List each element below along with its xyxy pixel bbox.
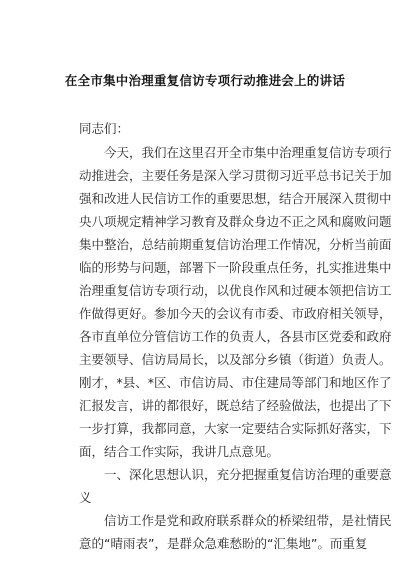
paragraph-line: 央八项规定精神学习教育及群众身边不正之风和腐败问题: [79, 214, 392, 229]
paragraph-line: 强和改进人民信访工作的重要思想，结合开展深入贯彻中: [79, 191, 392, 206]
paragraph-line: 集中整治，总结前期重复信访治理工作情况，分析当前面: [79, 237, 392, 252]
paragraph-line: 今天，我们在这里召开全市集中治理重复信访专项行: [104, 145, 392, 160]
paragraph-line: 面，结合工作实际，我讲几点意见。: [79, 444, 280, 459]
document-title: 在全市集中治理重复信访专项行动推进会上的讲话: [64, 73, 346, 88]
paragraph-line: 一步打算，我都同意，大家一定要结合实际抓好落实，下: [79, 421, 392, 436]
paragraph-line: 各市直单位分管信访工作的负责人，各县市区党委和政府: [79, 329, 392, 344]
paragraph-line: 汇报发言，讲的都很好，既总结了经验做法，也提出了下: [79, 398, 392, 413]
paragraph-line: 动推进会，主要任务是深入学习贯彻习近平总书记关于加: [79, 168, 392, 183]
section-heading-line: 义: [79, 490, 92, 505]
paragraph-line: 主要领导、信访局局长，以及部分乡镇（街道）负责人。: [79, 352, 392, 367]
paragraph-line: 临的形势与问题，部署下一阶段重点任务，扎实推进集中: [79, 260, 392, 275]
paragraph-line: 作做得更好。参加今天的会议有市委、市政府相关领导，: [79, 306, 392, 321]
salutation: 同志们：: [79, 121, 130, 136]
paragraph-line: 刚才，*县、*区、市信访局、市住建局等部门和地区作了: [79, 375, 392, 390]
section-heading-line: 一、深化思想认识，充分把握重复信访治理的重要意: [104, 467, 392, 482]
paragraph-line: 信访工作是党和政府联系群众的桥梁纽带，是社情民: [104, 513, 392, 528]
paragraph-line: 治理重复信访专项行动，以优良作风和过硬本领把信访工: [79, 283, 392, 298]
paragraph-line: 意的“晴雨表”，是群众急难愁盼的“汇集地”。而重复: [79, 536, 368, 551]
